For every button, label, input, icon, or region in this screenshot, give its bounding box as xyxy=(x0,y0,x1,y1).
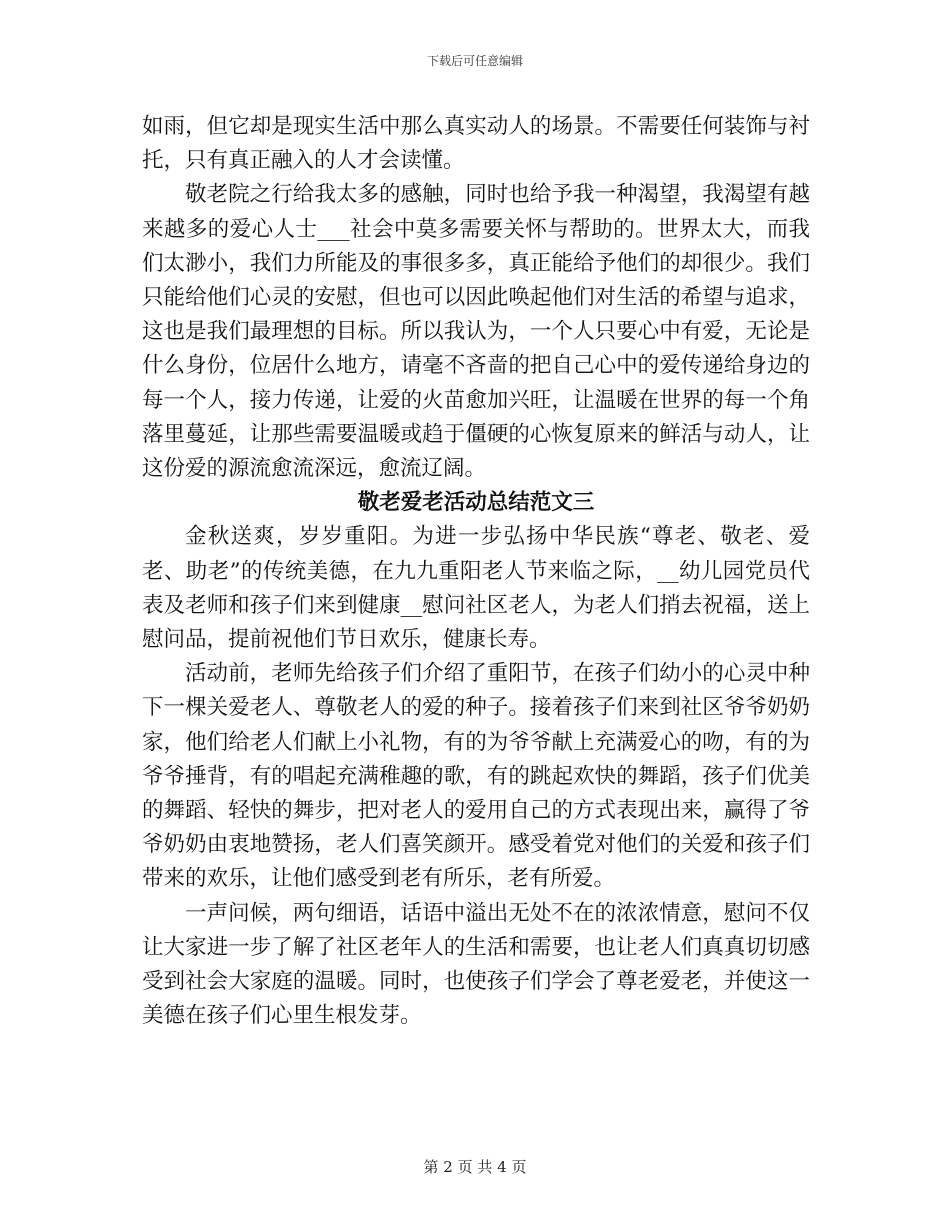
paragraph-continued: 如雨，但它却是现实生活中那么真实动人的场景。不需要任何装饰与衬托，只有真正融入的人才会读懂。 xyxy=(142,114,810,174)
section-heading: 敬老爱老活动总结范文三 xyxy=(357,490,595,516)
page-header: 下载后可任意编辑 xyxy=(426,54,523,68)
page-footer: 第 2 页 共 4 页 xyxy=(423,1158,527,1176)
paragraph: 金秋送爽，岁岁重阳。为进一步弘扬中华民族“尊老、敬老、爱老、助老”的传统美德，在九九重阳老人节来临之际，__幼儿园党员代表及老师和孩子们来到健康__慰问社区老人，为老人们捎去祝福，送上慰问品，提前祝他们节日欢乐，健康长寿。 xyxy=(142,524,810,653)
document-body xyxy=(142,110,810,1033)
paragraph: 敬老院之行给我太多的感触，同时也给予我一种渴望，我渴望有越来越多的爱心人士___社会中莫多需要关怀与帮助的。世界太大，而我们太渺小，我们力所能及的事很多多，真正能给予他们的却很少。我们只能给他们心灵的安慰，但也可以因此唤起他们对生活的希望与追求，这也是我们最理想的目标。所以我认为，一个人只要心中有爱，无论是什么身份，位居什么地方，请毫不吝啬的把自己心中的爱传递给身边的每一个人，接力传递，让爱的火苗愈加兴旺，让温暖在世界的每一个角落里蔓延，让那些需要温暖或趋于僵硬的心恢复原来的鲜活与动人，让这份爱的源流愈流深远，愈流辽阔。 xyxy=(142,182,810,482)
paragraph: 活动前，老师先给孩子们介绍了重阳节，在孩子们幼小的心灵中种下一棵关爱老人、尊敬老人的爱的种子。接着孩子们来到社区爷爷奶奶家，他们给老人们献上小礼物，有的为爷爷献上充满爱心的吻，有的为爷爷捶背，有的唱起充满稚趣的歌，有的跳起欢快的舞蹈，孩子们优美的舞蹈、轻快的舞步，把对老人的爱用自己的方式表现出来，赢得了爷爷奶奶由衷地赞扬，老人们喜笑颜开。感受着党对他们的关爱和孩子们带来的欢乐，让他们感受到老有所乐，老有所爱。 xyxy=(142,661,810,892)
paragraph: 一声问候，两句细语，话语中溢出无处不在的浓浓情意，慰问不仅让大家进一步了解了社区老年人的生活和需要，也让老人们真真切切感受到社会大家庭的温暖。同时，也使孩子们学会了尊老爱老，并使这一美德在孩子们心里生根发芽。 xyxy=(142,900,810,1029)
